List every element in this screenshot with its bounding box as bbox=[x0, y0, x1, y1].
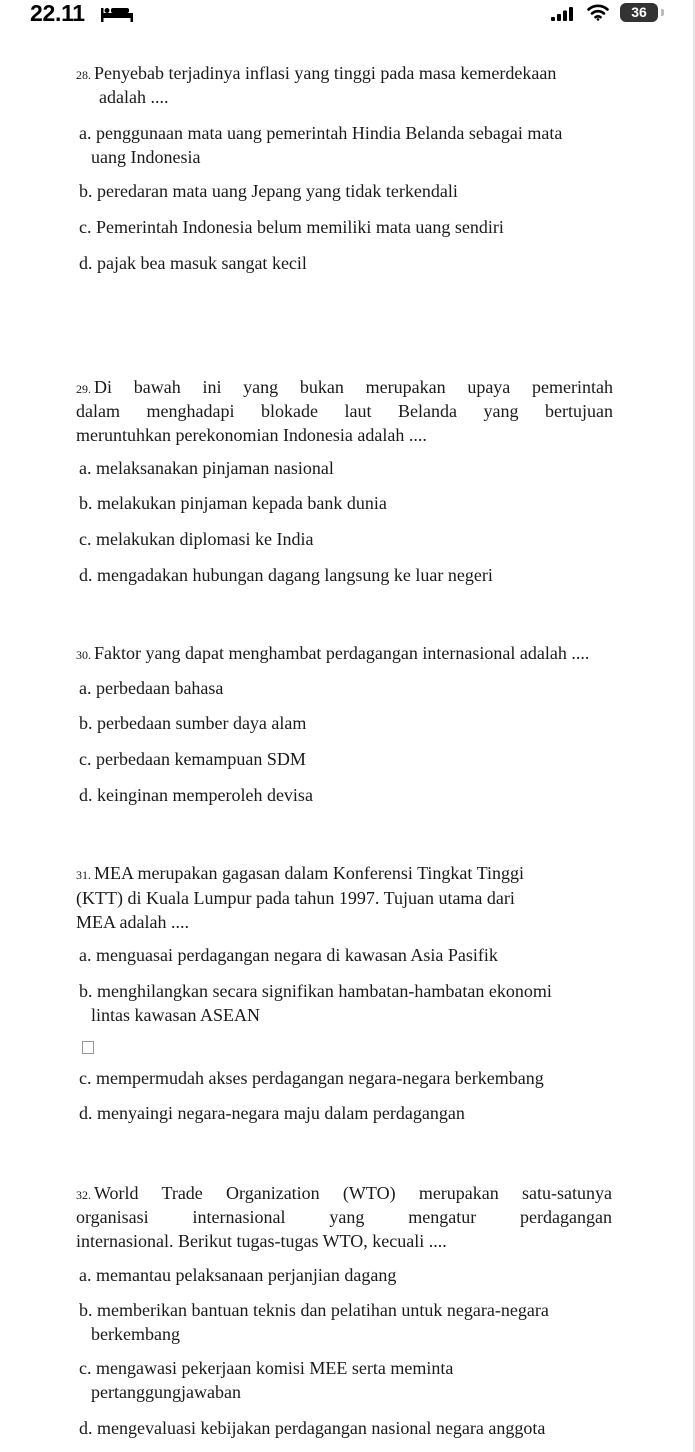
wifi-icon bbox=[587, 3, 609, 21]
question-32-stem-line-2: organisasi internasional yang mengatur perdagangan bbox=[76, 1207, 612, 1227]
question-29-number: 29. bbox=[76, 382, 91, 396]
question-32-stem-line-1: 32. World Trade Organization (WTO) merupakan satu-satunya bbox=[76, 1183, 612, 1203]
question-32-option-c[interactable]: c. mengawasi pekerjaan komisi MEE serta meminta bbox=[79, 1358, 454, 1378]
question-28-stem-line-2: adalah .... bbox=[99, 87, 169, 107]
question-32-option-b[interactable]: b. memberikan bantuan teknis dan pelatihan untuk negara-negara bbox=[79, 1300, 549, 1320]
question-29-option-c[interactable]: c. melakukan diplomasi ke India bbox=[79, 529, 314, 549]
question-30-option-b[interactable]: b. perbedaan sumber daya alam bbox=[79, 713, 307, 733]
question-31-number: 31. bbox=[76, 868, 91, 882]
question-31-stem-line-1: 31. MEA merupakan gagasan dalam Konferensi Tingkat Tinggi bbox=[76, 863, 524, 883]
status-bar bbox=[0, 0, 695, 30]
battery-icon bbox=[620, 3, 658, 22]
question-32-stem-line-3: internasional. Berikut tugas-tugas WTO, kecuali .... bbox=[76, 1231, 447, 1251]
question-28-option-d[interactable]: d. pajak bea masuk sangat kecil bbox=[79, 253, 307, 273]
question-32-option-a[interactable]: a. memantau pelaksanaan perjanjian dagang bbox=[79, 1265, 397, 1285]
question-28-option-a[interactable]: a. penggunaan mata uang pemerintah Hindia Belanda sebagai mata bbox=[79, 123, 563, 143]
question-28-option-a-cont[interactable]: uang Indonesia bbox=[91, 147, 201, 167]
question-32-number: 32. bbox=[76, 1188, 91, 1202]
question-31-stem-line-2: (KTT) di Kuala Lumpur pada tahun 1997. Tujuan utama dari bbox=[76, 888, 515, 908]
question-30-option-c[interactable]: c. perbedaan kemampuan SDM bbox=[79, 749, 306, 769]
question-29-stem-line-2: dalam menghadapi blokade laut Belanda yang bertujuan bbox=[76, 401, 613, 421]
question-28-option-b[interactable]: b. peredaran mata uang Jepang yang tidak terkendali bbox=[79, 181, 458, 201]
battery-tip bbox=[661, 9, 664, 16]
question-31-option-c[interactable]: c. mempermudah akses perdagangan negara-negara berkembang bbox=[79, 1068, 544, 1088]
question-31-option-d[interactable]: d. menyaingi negara-negara maju dalam perdagangan bbox=[79, 1103, 465, 1123]
question-29-option-d[interactable]: d. mengadakan hubungan dagang langsung ke luar negeri bbox=[79, 565, 493, 585]
question-30-option-d[interactable]: d. keinginan memperoleh devisa bbox=[79, 785, 313, 805]
question-32-option-d[interactable]: d. mengevaluasi kebijakan perdagangan nasional negara anggota bbox=[79, 1418, 546, 1438]
question-30-option-a[interactable]: a. perbedaan bahasa bbox=[79, 678, 224, 698]
question-31-option-b[interactable]: b. menghilangkan secara signifikan hambatan-hambatan ekonomi bbox=[79, 981, 552, 1001]
question-29-option-b[interactable]: b. melakukan pinjaman kepada bank dunia bbox=[79, 493, 387, 513]
question-31-option-a[interactable]: a. menguasai perdagangan negara di kawasan Asia Pasifik bbox=[79, 945, 498, 965]
question-30-stem: 30. Faktor yang dapat menghambat perdagangan internasional adalah .... bbox=[76, 643, 590, 663]
battery-level: 36 bbox=[631, 4, 647, 20]
question-28-number: 28. bbox=[76, 68, 91, 82]
answer-checkbox[interactable] bbox=[82, 1041, 94, 1054]
question-30-number: 30. bbox=[76, 648, 91, 662]
question-28-stem-line-1: 28. Penyebab terjadinya inflasi yang tinggi pada masa kemerdekaan bbox=[76, 63, 557, 83]
signal-icon bbox=[551, 7, 573, 21]
bed-icon bbox=[99, 4, 135, 22]
question-29-option-a[interactable]: a. melaksanakan pinjaman nasional bbox=[79, 458, 334, 478]
question-32-option-c-cont[interactable]: pertanggungjawaban bbox=[91, 1382, 241, 1402]
question-28-option-c[interactable]: c. Pemerintah Indonesia belum memiliki mata uang sendiri bbox=[79, 217, 504, 237]
question-31-option-b-cont[interactable]: lintas kawasan ASEAN bbox=[91, 1005, 260, 1025]
question-31-stem-line-3: MEA adalah .... bbox=[76, 912, 189, 932]
status-time: 22.11 bbox=[30, 0, 85, 26]
question-29-stem-line-3: meruntuhkan perekonomian Indonesia adalah .... bbox=[76, 425, 427, 445]
question-32-option-b-cont[interactable]: berkembang bbox=[91, 1324, 180, 1344]
question-29-stem-line-1: 29. Di bawah ini yang bukan merupakan upaya pemerintah bbox=[76, 377, 613, 397]
